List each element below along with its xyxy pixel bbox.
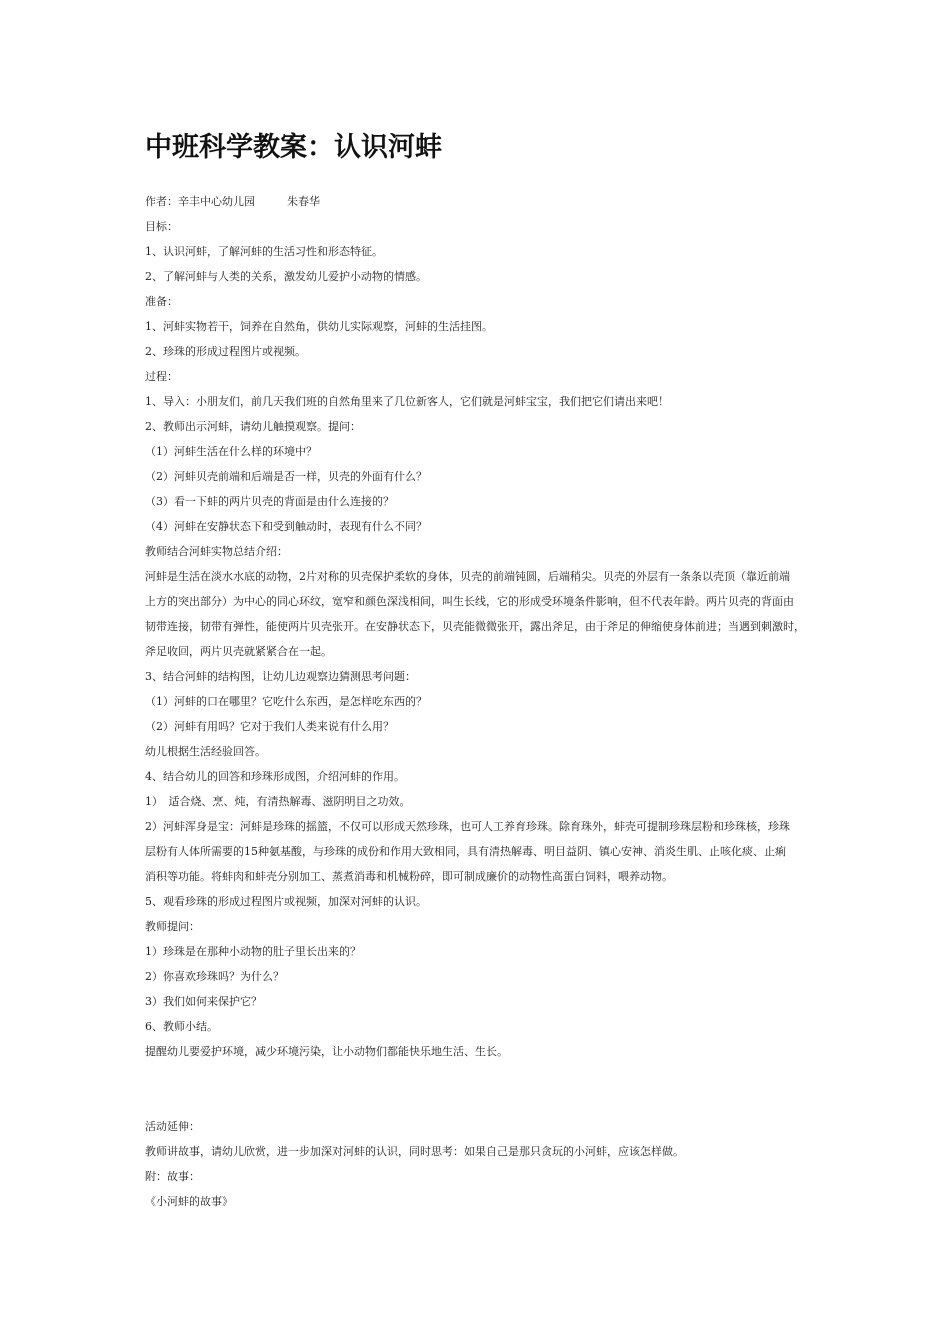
text-line: 幼儿根据生活经验回答。 bbox=[145, 745, 266, 758]
text-line: 过程： bbox=[145, 370, 178, 383]
paragraph-line: 韧带连接，韧带有弹性，能使两片贝壳张开。在安静状态下，贝壳能微微张开，露出斧足，由于斧足的伸缩使身体前进；当遇到刺激时， bbox=[145, 620, 805, 633]
text-line: 6、教师小结。 bbox=[145, 1020, 218, 1033]
text-line: （2）河蚌贝壳前端和后端是否一样，贝壳的外面有什么？ bbox=[145, 470, 427, 483]
text-line: 2）你喜欢珍珠吗？为什么？ bbox=[145, 970, 284, 983]
paragraph-line: 上方的突出部分）为中心的同心环纹，宽窄和颜色深浅相间，叫生长线，它的形成受环境条件影响，但不代表年龄。两片贝壳的背面由 bbox=[145, 595, 794, 608]
section-gap bbox=[145, 1064, 820, 1114]
text-line: 附：故事： bbox=[145, 1170, 200, 1183]
text-line: 1） 适合烧、烹、炖，有清热解毒、滋阴明目之功效。 bbox=[145, 795, 411, 808]
document-title: 中班科学教案：认识河蚌 bbox=[145, 132, 442, 163]
text-line: 目标： bbox=[145, 220, 178, 233]
paragraph-line: 河蚌是生活在淡水水底的动物，2片对称的贝壳保护柔软的身体，贝壳的前端钝圆，后端稍尖。贝壳的外层有一条条以壳顶（靠近前端 bbox=[145, 570, 790, 583]
text-line: 3、结合河蚌的结构图，让幼儿边观察边猜测思考问题： bbox=[145, 670, 416, 683]
paragraph-line: 消积等功能。将蚌肉和蚌壳分别加工、蒸煮消毒和机械粉碎，即可制成廉价的动物性高蛋白饲料，喂养动物。 bbox=[145, 870, 673, 883]
text-line: 活动延伸： bbox=[145, 1120, 200, 1133]
text-line: 1、导入：小朋友们，前几天我们班的自然角里来了几位新客人，它们就是河蚌宝宝，我们把它们请出来吧！ bbox=[145, 395, 669, 408]
text-line: （2）河蚌有用吗？它对于我们人类来说有什么用？ bbox=[145, 720, 394, 733]
author-name: 朱春华 bbox=[287, 195, 320, 208]
author-line bbox=[145, 189, 820, 214]
body-section-extension bbox=[145, 1114, 820, 1214]
paragraph-line: 斧足收回，两片贝壳就紧紧合在一起。 bbox=[145, 645, 332, 658]
paragraph-line: 层粉有人体所需要的15种氨基酸，与珍珠的成份和作用大致相同，具有清热解毒、明目益阴、镇心安神、消炎生肌、止咳化痰、止痢 bbox=[145, 845, 786, 858]
text-line: 1）珍珠是在那种小动物的肚子里长出来的？ bbox=[145, 945, 361, 958]
text-line: 2、教师出示河蚌，请幼儿触摸观察。提问： bbox=[145, 420, 361, 433]
document-body bbox=[145, 189, 820, 1214]
text-line: 教师讲故事，请幼儿欣赏，进一步加深对河蚌的认识，同时思考：如果自己是那只贪玩的小河蚌，应该怎样做。 bbox=[145, 1145, 684, 1158]
text-line: （3）看一下蚌的两片贝壳的背面是由什么连接的？ bbox=[145, 495, 394, 508]
text-line: 1、河蚌实物若干，饲养在自然角，供幼儿实际观察，河蚌的生活挂图。 bbox=[145, 320, 493, 333]
text-line: 教师结合河蚌实物总结介绍： bbox=[145, 545, 288, 558]
text-line: 1、认识河蚌，了解河蚌的生活习性和形态特征。 bbox=[145, 245, 383, 258]
text-line: 4、结合幼儿的回答和珍珠形成图，介绍河蚌的作用。 bbox=[145, 770, 405, 783]
text-line: 教师提问： bbox=[145, 920, 200, 933]
text-line: 5、观看珍珠的形成过程图片或视频，加深对河蚌的认识。 bbox=[145, 895, 427, 908]
text-line: （1）河蚌的口在哪里？它吃什么东西，是怎样吃东西的？ bbox=[145, 695, 427, 708]
text-line: 准备： bbox=[145, 295, 178, 308]
text-line: 提醒幼儿要爱护环境，减少环境污染，让小动物们都能快乐地生活、生长。 bbox=[145, 1045, 508, 1058]
text-line: 《小河蚌的故事》 bbox=[145, 1195, 233, 1208]
body-section-main bbox=[145, 214, 820, 1064]
text-line: 3）我们如何来保护它？ bbox=[145, 995, 262, 1008]
paragraph-line: 2）河蚌浑身是宝：河蚌是珍珠的摇篮，不仅可以形成天然珍珠，也可人工养育珍珠。除育珠外，蚌壳可提制珍珠层粉和珍珠核，珍珠 bbox=[145, 820, 790, 833]
author-label: 作者：辛丰中心幼儿园 bbox=[145, 195, 255, 208]
text-line: 2、珍珠的形成过程图片或视频。 bbox=[145, 345, 306, 358]
text-line: （1）河蚌生活在什么样的环境中？ bbox=[145, 445, 317, 458]
text-line: 2、了解河蚌与人类的关系，激发幼儿爱护小动物的情感。 bbox=[145, 270, 427, 283]
text-line: （4）河蚌在安静状态下和受到触动时，表现有什么不同？ bbox=[145, 520, 427, 533]
